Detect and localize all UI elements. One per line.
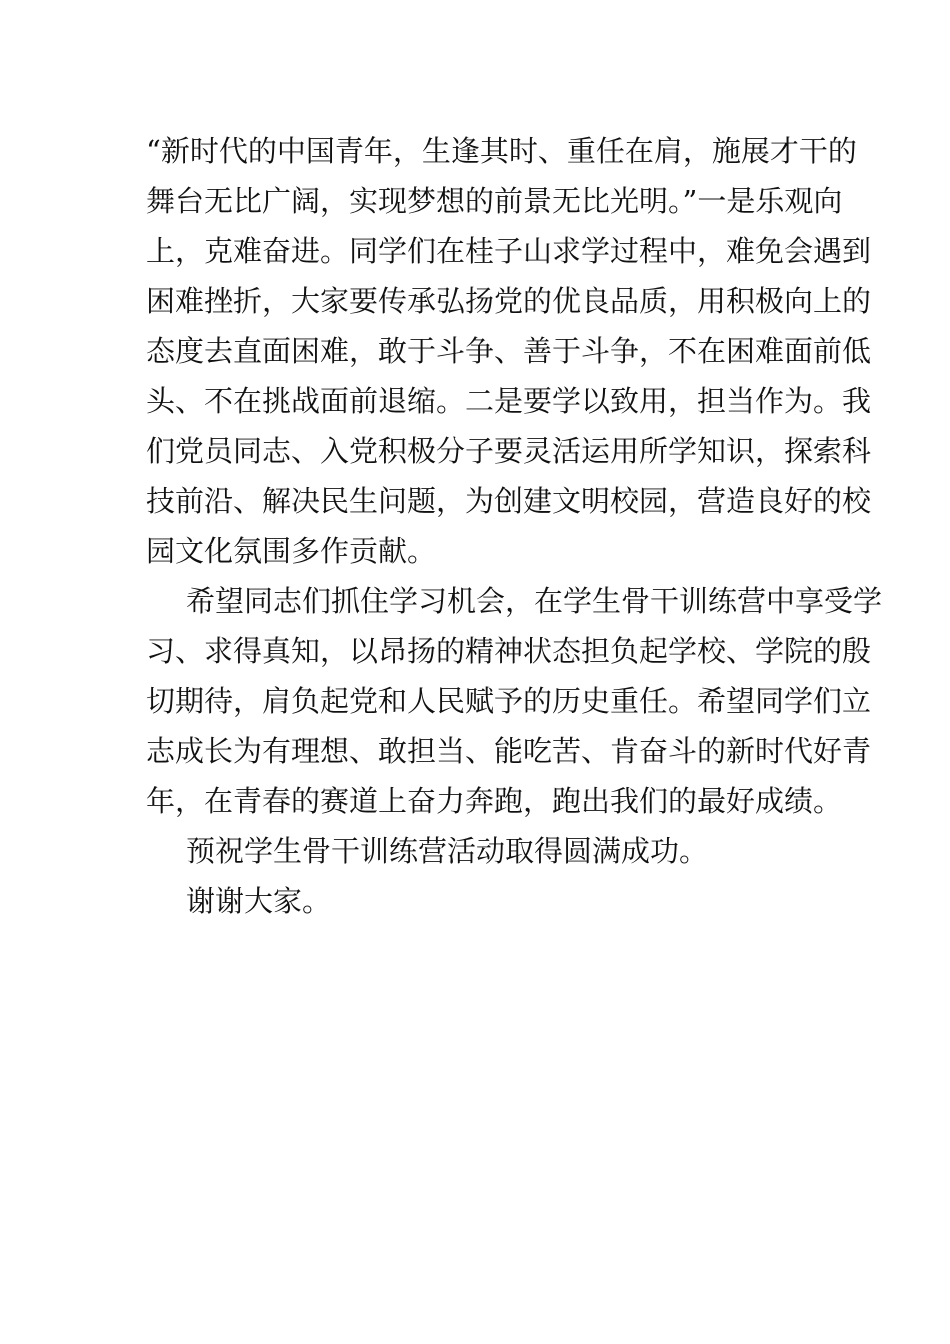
document-body xyxy=(146,126,883,926)
paragraph-2 xyxy=(146,576,883,826)
paragraph-1 xyxy=(146,126,872,576)
text-line: 上，克难奋进。同学们在桂子山求学过程中，难免会遇到 xyxy=(146,234,872,268)
paragraph-4 xyxy=(146,876,808,926)
text-line: 头、不在挑战面前退缩。二是要学以致用，担当作为。我 xyxy=(146,384,872,418)
text-line: 技前沿、解决民生问题，为创建文明校园，营造良好的校 xyxy=(146,484,872,518)
text-line: “新时代的中国青年，生逢其时、重任在肩，施展才干的 xyxy=(146,134,857,168)
text-line: 们党员同志、入党积极分子要灵活运用所学知识，探索科 xyxy=(146,434,872,468)
text-line: 年，在青春的赛道上奋力奔跑，跑出我们的最好成绩。 xyxy=(146,784,843,818)
text-line: 谢谢大家。 xyxy=(186,884,332,918)
text-line: 切期待，肩负起党和人民赋予的历史重任。希望同学们立 xyxy=(146,684,872,718)
paragraph-3 xyxy=(146,826,808,876)
text-line: 园文化氛围多作贡献。 xyxy=(146,534,437,568)
text-line: 志成长为有理想、敢担当、能吃苦、肯奋斗的新时代好青 xyxy=(146,734,872,768)
text-line: 习、求得真知，以昂扬的精神状态担负起学校、学院的殷 xyxy=(146,634,872,668)
text-line: 预祝学生骨干训练营活动取得圆满成功。 xyxy=(186,834,709,868)
text-line: 态度去直面困难，敢于斗争、善于斗争，不在困难面前低 xyxy=(146,334,872,368)
text-line: 困难挫折，大家要传承弘扬党的优良品质，用积极向上的 xyxy=(146,284,872,318)
text-line: 希望同志们抓住学习机会，在学生骨干训练营中享受学 xyxy=(186,584,883,618)
text-line: 舞台无比广阔，实现梦想的前景无比光明。”一是乐观向 xyxy=(146,184,843,218)
